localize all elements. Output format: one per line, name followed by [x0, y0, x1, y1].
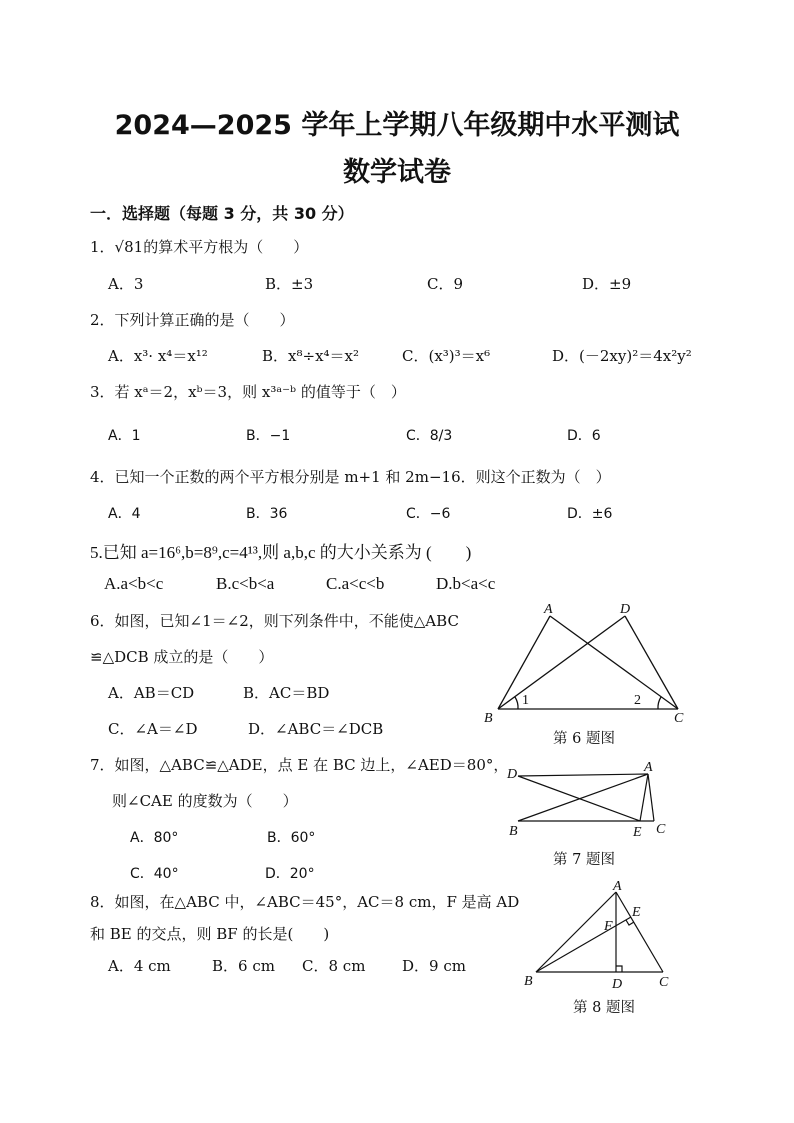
fig8-label-f: F — [604, 919, 613, 934]
fig6-label-d: D — [620, 602, 631, 617]
question-1-option-d[interactable]: D．±9 — [582, 275, 632, 293]
fig7-label-c: C — [656, 822, 666, 837]
question-7-figure — [500, 758, 680, 843]
question-6-stem-line2: ≌△DCB 成立的是（ ） — [90, 648, 274, 666]
page-subtitle: 数学试卷 — [343, 157, 451, 188]
fig6-label-a: A — [544, 602, 553, 617]
question-7-option-a[interactable]: A．80° — [130, 830, 179, 846]
question-7-option-b[interactable]: B．60° — [267, 830, 316, 846]
question-6-option-d[interactable]: D．∠ABC＝∠DCB — [248, 720, 384, 738]
question-8-option-b[interactable]: B．6 cm — [212, 957, 275, 975]
question-6-option-b[interactable]: B．AC＝BD — [243, 684, 330, 702]
fig6-label-b: B — [484, 711, 493, 726]
fig8-label-a: A — [613, 880, 622, 894]
question-7-stem-line1: 7．如图，△ABC≌△ADE，点 E 在 BC 边上，∠AED＝80°， — [90, 756, 509, 774]
question-3-option-b[interactable]: B．−1 — [246, 428, 291, 444]
question-5-option-d[interactable]: D.b<a<c — [436, 574, 496, 593]
question-1-option-a[interactable]: A．3 — [108, 275, 144, 293]
question-7-stem-line2: 则∠CAE 的度数为（ ） — [112, 792, 298, 810]
question-2-option-b[interactable]: B．x⁸÷x⁴＝x² — [262, 347, 360, 365]
question-8-option-c[interactable]: C．8 cm — [302, 957, 366, 975]
question-5-option-c[interactable]: C.a<c<b — [326, 574, 385, 593]
question-6-figure-caption: 第 6 题图 — [553, 731, 615, 747]
question-7-option-d[interactable]: D．20° — [265, 866, 315, 882]
question-6-stem-line1: 6．如图，已知∠1＝∠2，则下列条件中，不能使△ABC — [90, 612, 459, 630]
question-1-option-b[interactable]: B．±3 — [265, 275, 314, 293]
question-8-option-d[interactable]: D．9 cm — [402, 957, 466, 975]
question-6-option-c[interactable]: C．∠A＝∠D — [108, 720, 198, 738]
question-8-stem-line1: 8．如图，在△ABC 中，∠ABC＝45°，AC＝8 cm，F 是高 AD — [90, 893, 520, 911]
question-8-stem-line2: 和 BE 的交点，则 BF 的长是( ) — [90, 925, 330, 943]
question-4-option-d[interactable]: D．±6 — [567, 506, 613, 522]
question-2-option-d[interactable]: D．(－2xy)²＝4x²y² — [552, 347, 692, 365]
question-7-figure-caption: 第 7 题图 — [553, 852, 615, 868]
fig7-label-e: E — [633, 825, 642, 840]
fig8-label-c: C — [659, 975, 669, 990]
fig7-label-b: B — [509, 824, 518, 839]
question-5-option-a[interactable]: A.a<b<c — [104, 574, 164, 593]
question-4-option-b[interactable]: B．36 — [246, 506, 288, 522]
fig6-label-c: C — [674, 711, 684, 726]
question-8-figure-caption: 第 8 题图 — [573, 1000, 635, 1016]
question-6-option-a[interactable]: A．AB＝CD — [108, 684, 195, 702]
question-8-figure — [518, 880, 678, 990]
question-3-option-d[interactable]: D．6 — [567, 428, 601, 444]
question-3-stem: 3．若 xᵃ＝2，xᵇ＝3，则 x³ᵃ⁻ᵇ 的值等于（ ） — [90, 383, 406, 401]
fig7-label-d: D — [507, 767, 518, 782]
fig6-angle-2: 2 — [634, 693, 641, 708]
question-5-option-b[interactable]: B.c<b<a — [216, 574, 275, 593]
question-1-option-c[interactable]: C．9 — [427, 275, 464, 293]
fig6-angle-1: 1 — [522, 693, 529, 708]
page-title: 2024—2025 学年上学期八年级期中水平测试 — [114, 110, 680, 141]
fig8-label-e: E — [632, 905, 641, 920]
question-6-figure — [478, 598, 698, 728]
question-2-stem: 2．下列计算正确的是（ ） — [90, 311, 295, 329]
fig8-label-b: B — [524, 974, 533, 989]
fig8-label-d: D — [612, 977, 623, 990]
question-2-option-c[interactable]: C．(x³)³＝x⁶ — [402, 347, 491, 365]
question-3-option-c[interactable]: C．8/3 — [406, 428, 453, 444]
question-7-option-c[interactable]: C．40° — [130, 866, 179, 882]
question-1-stem: 1．√81的算术平方根为（ ） — [90, 238, 309, 256]
question-4-stem: 4．已知一个正数的两个平方根分别是 m+1 和 2m−16．则这个正数为（ ） — [90, 468, 611, 486]
question-8-option-a[interactable]: A．4 cm — [108, 957, 171, 975]
question-5-stem: 5.已知 a=16⁶,b=8⁹,c=4¹³,则 a,b,c 的大小关系为 ( ) — [90, 543, 472, 562]
fig7-label-a: A — [644, 760, 653, 775]
section-heading: 一．选择题（每题 3 分，共 30 分） — [90, 204, 354, 223]
question-2-option-a[interactable]: A．x³· x⁴＝x¹² — [108, 347, 208, 365]
question-4-option-a[interactable]: A．4 — [108, 506, 141, 522]
question-3-option-a[interactable]: A．1 — [108, 428, 141, 444]
question-4-option-c[interactable]: C．−6 — [406, 506, 451, 522]
